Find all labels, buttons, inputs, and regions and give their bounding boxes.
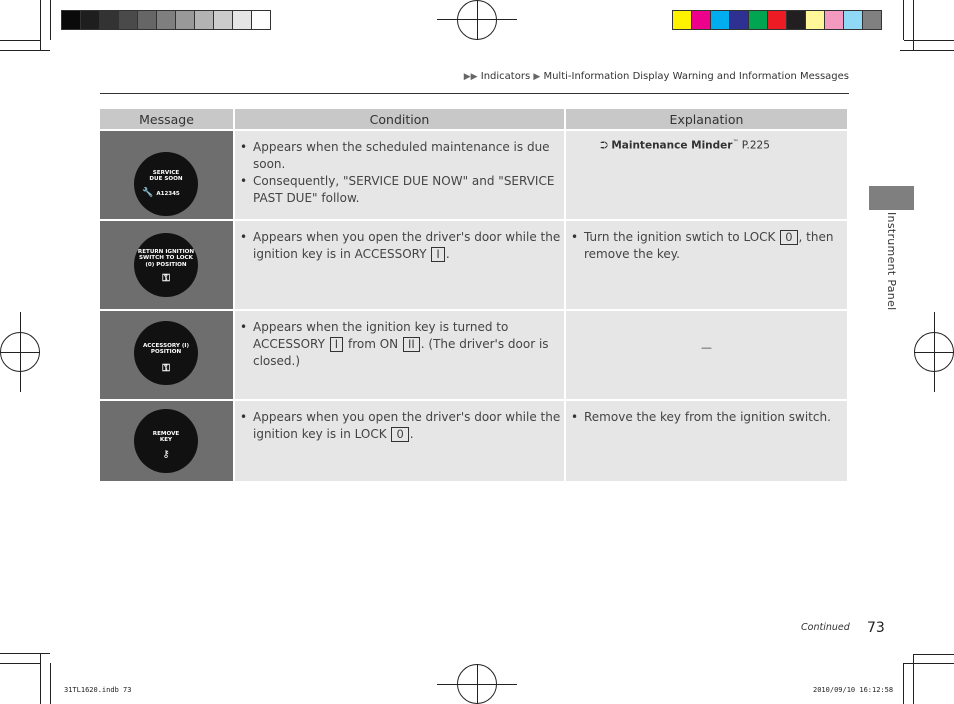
display-text: KEY bbox=[159, 437, 173, 444]
explanation-cell bbox=[566, 401, 847, 481]
crop-mark bbox=[904, 40, 954, 41]
display-screen bbox=[134, 409, 198, 473]
gray-color-bar bbox=[62, 10, 271, 30]
explanation-cell bbox=[566, 221, 847, 309]
color-swatch bbox=[175, 10, 195, 30]
display-text: SERVICE bbox=[152, 170, 180, 176]
list-item: • Appears when the scheduled maintenance is due soon. bbox=[253, 139, 564, 173]
reference-icon: ⮊ bbox=[600, 139, 608, 152]
registration-mark bbox=[20, 312, 21, 392]
display-text: (0) POSITION bbox=[145, 261, 187, 268]
condition-cell bbox=[235, 311, 564, 399]
table-row bbox=[100, 131, 847, 219]
table-row bbox=[100, 221, 847, 309]
crop-mark bbox=[913, 654, 954, 655]
crop-mark bbox=[900, 50, 954, 51]
text: , then remove the key. bbox=[584, 230, 834, 261]
color-swatch bbox=[232, 10, 252, 30]
header-message: Message bbox=[100, 109, 233, 129]
condition-cell bbox=[235, 131, 564, 219]
registration-mark bbox=[477, 0, 478, 40]
display-text: ACCESSORY (I) bbox=[142, 343, 190, 349]
arrow-icon: ▶▶ bbox=[463, 72, 478, 82]
color-swatch bbox=[213, 10, 233, 30]
color-swatch bbox=[824, 10, 844, 30]
section-tab bbox=[869, 186, 914, 210]
position-box: 0 bbox=[391, 427, 408, 442]
color-swatch bbox=[251, 10, 271, 30]
crop-mark bbox=[40, 654, 41, 704]
breadcrumb-item: Indicators bbox=[480, 71, 531, 82]
continued-label: Continued bbox=[801, 622, 850, 633]
display-text: POSITION bbox=[150, 349, 182, 356]
color-bar bbox=[673, 10, 882, 30]
breadcrumb-item: Multi-Information Display Warning and Information Messages bbox=[543, 71, 849, 82]
message-image bbox=[100, 401, 233, 481]
crop-mark bbox=[0, 50, 50, 51]
display-text: A12345 bbox=[156, 191, 180, 197]
text: . bbox=[445, 247, 450, 261]
list-item: • Remove the key from the ignition switch. bbox=[584, 409, 847, 426]
display-screen bbox=[134, 152, 198, 216]
color-swatch bbox=[80, 10, 100, 30]
text: from ON bbox=[347, 337, 399, 351]
header-rule bbox=[100, 93, 849, 94]
crop-mark bbox=[50, 663, 51, 704]
color-swatch bbox=[61, 10, 81, 30]
color-swatch bbox=[862, 10, 882, 30]
color-swatch bbox=[99, 10, 119, 30]
position-box: I bbox=[431, 247, 444, 262]
color-swatch bbox=[137, 10, 157, 30]
table-row bbox=[100, 401, 847, 481]
crop-mark bbox=[913, 0, 914, 50]
text: Appears when the ignition key is turned to ACCESSORY bbox=[253, 320, 509, 351]
crop-mark bbox=[0, 663, 40, 664]
color-swatch bbox=[691, 10, 711, 30]
color-swatch bbox=[729, 10, 749, 30]
display-text: SWITCH TO LOCK bbox=[139, 255, 193, 262]
reference-link[interactable]: Maintenance Minder bbox=[611, 139, 733, 152]
display-screen bbox=[134, 233, 198, 297]
display-screen bbox=[134, 321, 198, 385]
text: Turn the ignition swtich to LOCK bbox=[584, 230, 776, 244]
wrench-icon: 🔧 bbox=[142, 188, 154, 198]
reference-page: P.225 bbox=[741, 139, 770, 152]
footer-file: 31TL1620.indb 73 bbox=[64, 686, 132, 694]
message-image bbox=[100, 221, 233, 309]
display-text: DUE SOON bbox=[149, 176, 183, 183]
crop-mark bbox=[903, 0, 904, 40]
registration-mark bbox=[477, 664, 478, 704]
registration-mark bbox=[934, 312, 935, 392]
arrow-icon: ▶ bbox=[533, 72, 541, 82]
color-swatch bbox=[767, 10, 787, 30]
text: Appears when you open the driver's door while the ignition key is in ACCESSORY bbox=[253, 230, 561, 261]
message-image bbox=[100, 131, 233, 219]
message-image bbox=[100, 311, 233, 399]
display-text: RETURN IGNITION bbox=[137, 249, 195, 255]
explanation-cell bbox=[566, 131, 847, 219]
list-item bbox=[253, 409, 564, 443]
crop-mark bbox=[0, 40, 40, 41]
position-box: 0 bbox=[780, 230, 797, 245]
display-text: REMOVE bbox=[152, 431, 180, 437]
text: . bbox=[409, 427, 414, 441]
crop-mark bbox=[0, 653, 50, 654]
crop-mark bbox=[903, 663, 904, 704]
list-item bbox=[253, 229, 564, 263]
position-box: II bbox=[403, 337, 420, 352]
key-icon: ⚿ bbox=[162, 363, 170, 374]
list-item: • Consequently, "SERVICE DUE NOW" and "SERVICE PAST DUE" follow. bbox=[253, 173, 564, 207]
header-condition: Condition bbox=[235, 109, 564, 129]
list-item bbox=[584, 229, 847, 263]
crop-mark bbox=[903, 663, 954, 664]
text: Appears when you open the driver's door while the ignition key is in LOCK bbox=[253, 410, 561, 441]
color-swatch bbox=[156, 10, 176, 30]
table-row bbox=[100, 311, 847, 399]
footer-timestamp: 2010/09/10 16:12:58 bbox=[813, 686, 894, 694]
color-swatch bbox=[786, 10, 806, 30]
color-swatch bbox=[748, 10, 768, 30]
text: . (The driver's door is closed.) bbox=[253, 337, 549, 368]
message-table bbox=[98, 107, 849, 483]
section-label: Instrument Panel bbox=[885, 212, 898, 311]
list-item bbox=[253, 319, 564, 370]
crop-mark bbox=[913, 654, 914, 704]
key-icon: ⚷ bbox=[162, 449, 170, 460]
no-explanation-dash: — bbox=[701, 341, 712, 354]
color-swatch bbox=[805, 10, 825, 30]
explanation-cell bbox=[566, 311, 847, 399]
color-swatch bbox=[710, 10, 730, 30]
color-swatch bbox=[118, 10, 138, 30]
position-box: I bbox=[330, 337, 343, 352]
color-swatch bbox=[672, 10, 692, 30]
page-number: 73 bbox=[867, 620, 885, 636]
table-header-row bbox=[100, 109, 847, 129]
trademark: ™ bbox=[732, 139, 739, 146]
condition-cell bbox=[235, 221, 564, 309]
color-swatch bbox=[194, 10, 214, 30]
header-explanation: Explanation bbox=[566, 109, 847, 129]
breadcrumb bbox=[464, 71, 849, 82]
crop-mark bbox=[40, 0, 41, 50]
crop-mark bbox=[50, 0, 51, 40]
key-icon: ⚿ bbox=[162, 273, 170, 284]
color-swatch bbox=[843, 10, 863, 30]
condition-cell bbox=[235, 401, 564, 481]
